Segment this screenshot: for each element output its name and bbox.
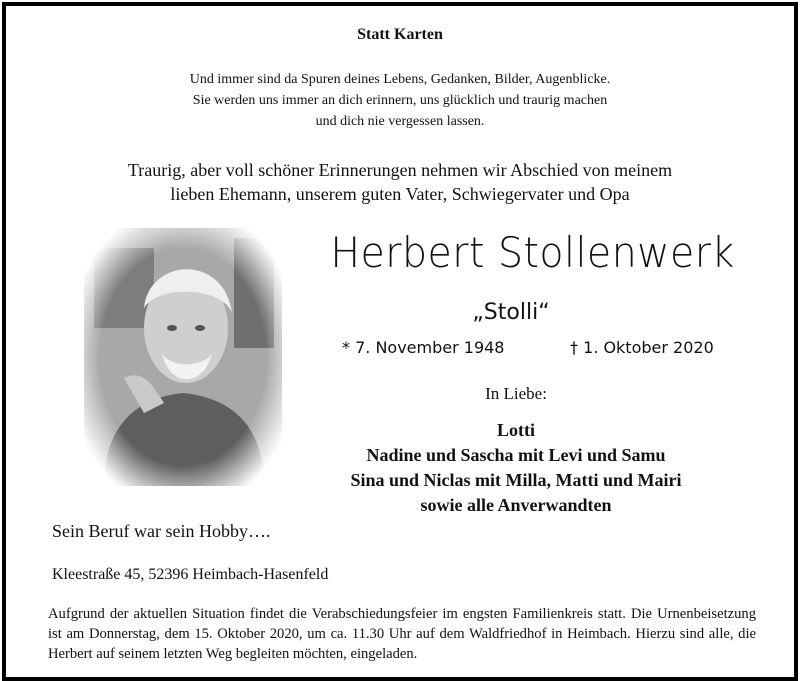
- mourner-line: sowie alle Anverwandten: [420, 495, 612, 515]
- mourner-line: Lotti: [497, 420, 535, 440]
- death-date: † 1. Oktober 2020: [570, 338, 714, 357]
- deceased-nickname: „Stolli“: [472, 300, 550, 325]
- poem-line: und dich nie vergessen lassen.: [315, 114, 485, 129]
- mourners-label: In Liebe:: [485, 384, 547, 403]
- obituary-notice: [2, 2, 798, 681]
- tagline: Sein Beruf war sein Hobby….: [52, 521, 271, 541]
- birth-date: * 7. November 1948: [342, 338, 505, 357]
- address: Kleestraße 45, 52396 Heimbach-Hasenfeld: [52, 566, 329, 583]
- mourner-line: Nadine und Sascha mit Levi und Samu: [366, 445, 666, 465]
- deceased-name: Herbert Stollenwerk: [330, 228, 735, 277]
- intro-line: lieben Ehemann, unserem guten Vater, Schwiegervater und Opa: [170, 184, 630, 204]
- funeral-notice: Aufgrund der aktuellen Situation findet die Verabschiedungsfeier im engsten Familienkreis statt. Die Urnenbeisetzung ist am Donnerstag, dem 15. Oktober 2020, um ca. 11.30 Uhr auf dem Waldfriedhof in Heimbach. Hierzu sind alle, die Herbert auf seinem letzten Weg begleiten möchten, eingeladen.: [48, 606, 756, 662]
- heading: Statt Karten: [357, 26, 443, 43]
- poem-line: Und immer sind da Spuren deines Lebens, Gedanken, Bilder, Augenblicke.: [189, 72, 611, 87]
- intro-line: Traurig, aber voll schöner Erinnerungen nehmen wir Abschied von meinem: [127, 160, 673, 180]
- mourners-list: [306, 418, 726, 518]
- portrait-photo: [84, 228, 282, 486]
- intro-text: [6, 158, 794, 206]
- portrait-photo-illustration: [84, 228, 282, 486]
- poem-line: Sie werden uns immer an dich erinnern, uns glücklich und traurig machen: [192, 93, 608, 108]
- mourner-line: Sina und Niclas mit Milla, Matti und Mairi: [350, 470, 682, 490]
- poem: [6, 69, 794, 132]
